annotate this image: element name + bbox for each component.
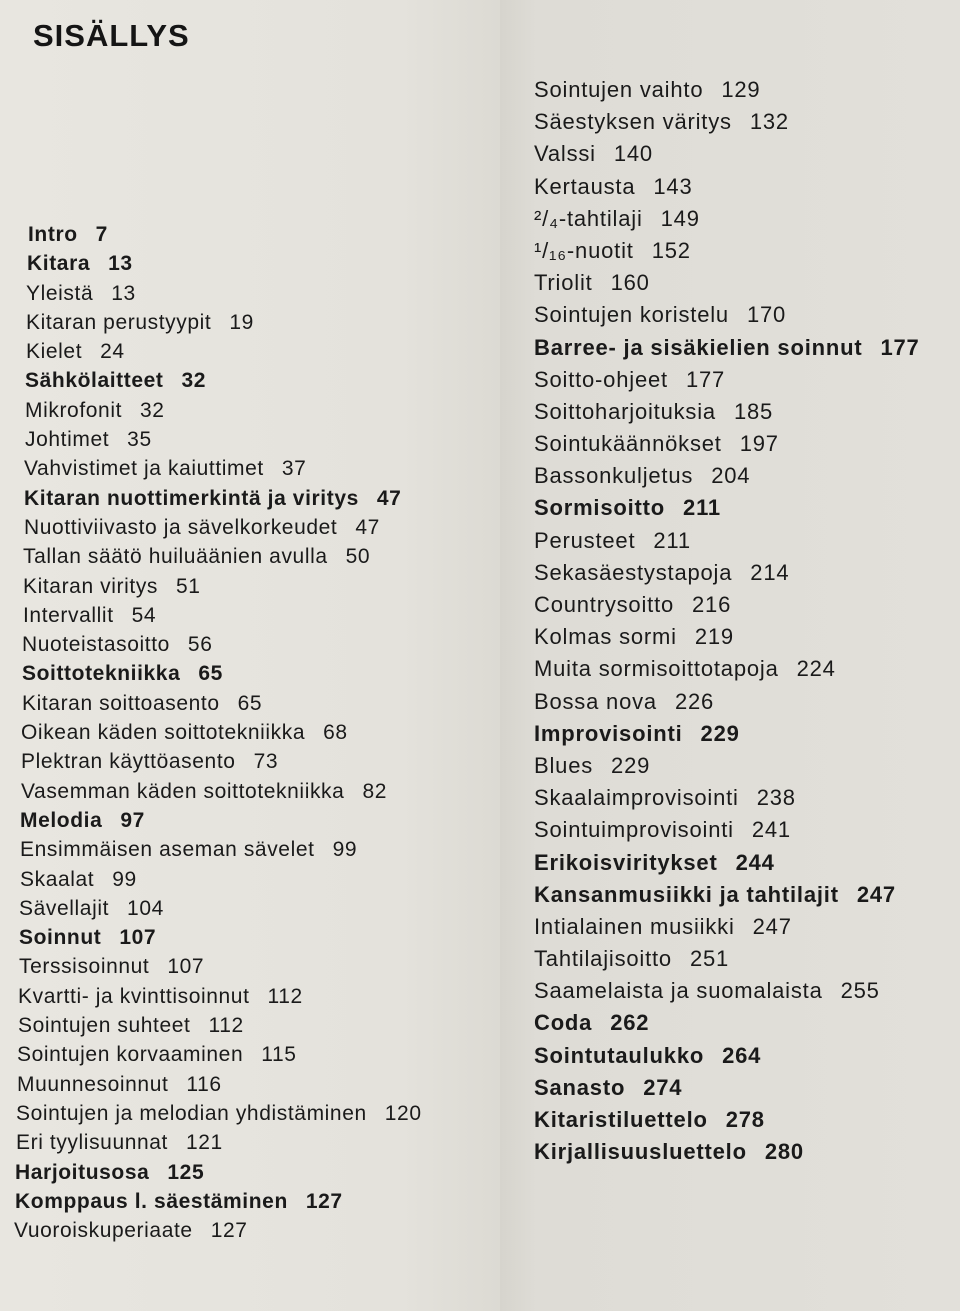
toc-entry-title: Muita sormisoittotapoja <box>534 656 779 682</box>
toc-entry-title: Sävellajit <box>19 896 110 920</box>
toc-section <box>534 428 920 460</box>
toc-page-number: 229 <box>700 720 740 746</box>
toc-section <box>14 982 422 1011</box>
toc-entry-title: Nuottiviivasto ja sävelkorkeudet <box>24 515 338 539</box>
toc-entry-title: Ensimmäisen aseman sävelet <box>20 838 315 862</box>
toc-page-number: 241 <box>751 817 791 843</box>
toc-entry-title: Komppaus l. säestäminen <box>15 1189 288 1213</box>
toc-page-number: 127 <box>305 1189 343 1213</box>
toc-entry-title: Kitara <box>27 252 91 276</box>
toc-page-number: 127 <box>210 1219 248 1243</box>
toc-entry-title: Intialainen musiikki <box>534 913 735 939</box>
toc-page-number: 68 <box>323 721 348 745</box>
toc-entry-title: Blues <box>534 752 594 778</box>
toc-entry-title: Kolmas sormi <box>534 624 677 650</box>
toc-page-number: 280 <box>764 1139 804 1165</box>
toc-page-number: 129 <box>721 77 761 102</box>
toc-page-number: 112 <box>267 984 303 1008</box>
toc-page-number: 47 <box>355 515 380 539</box>
toc-page-number: 125 <box>167 1160 205 1184</box>
toc-page-number: 244 <box>735 849 775 875</box>
toc-section <box>14 630 422 659</box>
toc-page-number: 132 <box>749 109 789 135</box>
toc-page-number: 99 <box>112 867 137 891</box>
toc-section <box>14 337 422 366</box>
toc-entry-title: Kitaran viritys <box>23 574 159 598</box>
toc-page-number: 278 <box>725 1107 765 1132</box>
toc-entry-title: Kertausta <box>534 173 636 199</box>
toc-page-number: 107 <box>119 926 157 950</box>
toc-page-number: 104 <box>127 896 164 920</box>
toc-page-number: 65 <box>237 691 263 715</box>
toc-page-number: 97 <box>120 808 145 832</box>
toc-entry-title: Coda <box>534 1010 593 1036</box>
toc-section <box>14 1099 422 1128</box>
toc-entry-title: Tallan säätö huiluäänien avulla <box>23 545 328 569</box>
toc-section <box>14 689 422 718</box>
toc-page-number: 107 <box>167 955 205 979</box>
toc-chapter <box>14 923 422 952</box>
toc-section <box>14 865 422 894</box>
toc-section <box>534 171 920 203</box>
toc-entry-title: Vuoroiskuperiaate <box>14 1219 193 1243</box>
toc-page-number: 149 <box>660 205 700 231</box>
toc-entry-title: Countrysoitto <box>534 592 675 617</box>
toc-section <box>534 203 920 235</box>
toc-entry-title: Sekasäestystapoja <box>534 559 733 585</box>
toc-chapter <box>534 1007 920 1039</box>
toc-entry-title: Säestyksen väritys <box>534 109 732 135</box>
toc-entry-title: Plektran käyttöasento <box>21 750 236 774</box>
toc-chapter <box>534 1040 920 1072</box>
toc-entry-title: Sointuimprovisointi <box>534 817 734 843</box>
toc-page-number: 143 <box>653 173 693 199</box>
toc-entry-title: Soittotekniikka <box>22 662 181 686</box>
toc-page-number: 51 <box>176 574 201 598</box>
toc-chapter <box>534 847 920 879</box>
toc-section <box>14 396 422 425</box>
toc-chapter <box>534 718 920 750</box>
toc-section <box>534 782 920 814</box>
toc-page-number: 112 <box>208 1014 244 1038</box>
toc-entry-title: Sointujen korvaaminen <box>17 1043 244 1067</box>
toc-page-number: 24 <box>100 340 125 364</box>
toc-entry-title: Kielet <box>26 340 83 364</box>
toc-entry-title: Kansanmusiikki ja tahtilajit <box>534 881 839 907</box>
toc-entry-title: Kitaristiluettelo <box>534 1107 708 1132</box>
toc-section <box>534 396 920 428</box>
toc-entry-title: Eri tyylisuunnat <box>16 1131 168 1155</box>
toc-entry-title: Kitaran perustyypit <box>26 310 212 334</box>
toc-chapter <box>534 879 920 911</box>
toc-section <box>14 1216 422 1245</box>
toc-section <box>534 975 920 1007</box>
toc-page-number: 247 <box>856 881 896 907</box>
toc-chapter <box>14 806 422 835</box>
toc-section <box>14 747 422 776</box>
toc-page-number: 224 <box>796 656 836 682</box>
toc-page-number: 211 <box>683 495 721 521</box>
toc-section <box>534 267 920 299</box>
page-title: SISÄLLYS <box>33 18 190 53</box>
toc-section <box>14 952 422 981</box>
toc-entry-title: Kvartti- ja kvinttisoinnut <box>18 984 250 1008</box>
toc-page-number: 115 <box>261 1043 297 1067</box>
toc-section <box>14 601 422 630</box>
toc-section <box>14 308 422 337</box>
toc-chapter <box>534 1136 920 1168</box>
toc-section <box>534 814 920 846</box>
toc-entry-title: Johtimet <box>25 428 110 452</box>
toc-entry-title: Soinnut <box>19 926 102 950</box>
toc-entry-title: Skaalaimprovisointi <box>534 785 739 811</box>
toc-page-number: 99 <box>332 838 358 862</box>
toc-entry-title: Sointujen ja melodian yhdistäminen <box>16 1101 367 1125</box>
toc-entry-title: Vasemman käden soittotekniikka <box>21 779 345 803</box>
toc-chapter <box>14 249 422 278</box>
toc-section <box>534 653 920 685</box>
toc-entry-title: Intervallit <box>23 603 114 627</box>
toc-section <box>534 750 920 782</box>
toc-section <box>534 911 920 943</box>
toc-entry-title: Sointujen koristelu <box>534 302 729 328</box>
toc-chapter <box>534 1104 920 1136</box>
toc-page-number: 197 <box>739 431 779 457</box>
toc-entry-title: Perusteet <box>534 527 636 553</box>
toc-page-number: 177 <box>685 366 726 392</box>
toc-page-number: 50 <box>345 545 371 569</box>
toc-section <box>14 1128 422 1157</box>
toc-entry-title: Oikean käden soittotekniikka <box>21 721 306 745</box>
toc-chapter <box>14 366 422 395</box>
toc-entry-title: Kitaran nuottimerkintä ja viritys <box>24 486 359 510</box>
toc-chapter <box>534 332 920 364</box>
toc-entry-title: Sormisoitto <box>534 495 666 521</box>
toc-page-number: 140 <box>613 141 653 167</box>
toc-page-number: 152 <box>651 237 691 263</box>
toc-page-number: 170 <box>746 302 787 328</box>
toc-entry-title: Soittoharjoituksia <box>534 398 716 424</box>
toc-section <box>14 279 422 308</box>
toc-entry-title: Valssi <box>534 141 596 167</box>
toc-section <box>534 364 920 396</box>
toc-entry-title: Yleistä <box>26 281 94 305</box>
toc-section <box>14 894 422 923</box>
toc-chapter <box>14 1187 422 1216</box>
toc-left-column <box>14 220 422 1245</box>
toc-page-number: 32 <box>181 369 207 393</box>
toc-section <box>14 454 422 483</box>
toc-page-number: 185 <box>733 398 774 424</box>
toc-chapter <box>14 220 422 249</box>
toc-entry-title: Saamelaista ja suomalaista <box>534 978 823 1004</box>
toc-entry-title: Nuoteistasoitto <box>22 633 170 657</box>
toc-section <box>14 542 422 571</box>
toc-page-number: 19 <box>229 310 254 334</box>
toc-page-number: 262 <box>610 1010 650 1036</box>
toc-section <box>534 106 920 138</box>
toc-section <box>14 425 422 454</box>
toc-section <box>14 1011 422 1040</box>
toc-section <box>534 686 920 718</box>
toc-page-number: 35 <box>127 428 152 452</box>
toc-section <box>534 621 920 653</box>
toc-chapter <box>534 492 920 524</box>
toc-chapter <box>14 659 422 688</box>
toc-page-number: 56 <box>187 633 213 657</box>
toc-entry-title: Kitaran soittoasento <box>22 691 220 715</box>
toc-entry-title: Bossa nova <box>534 688 657 714</box>
toc-page-number: 73 <box>253 750 279 774</box>
toc-entry-title: Mikrofonit <box>25 398 123 422</box>
toc-entry-title: Terssisoinnut <box>19 955 150 979</box>
toc-entry-title: Soitto-ohjeet <box>534 366 668 392</box>
toc-page-number: 219 <box>694 624 734 650</box>
toc-entry-title: Vahvistimet ja kaiuttimet <box>24 457 264 481</box>
toc-section <box>14 718 422 747</box>
toc-entry-title: Sointukäännökset <box>534 431 722 457</box>
toc-section <box>14 835 422 864</box>
toc-section <box>534 235 920 267</box>
toc-entry-title: Barree- ja sisäkielien soinnut <box>534 334 863 360</box>
toc-entry-title: Skaalat <box>20 867 95 891</box>
toc-page-number: 216 <box>692 592 732 617</box>
toc-chapter <box>14 484 422 513</box>
toc-entry-title: Bassonkuljetus <box>534 463 694 489</box>
toc-page-number: 274 <box>643 1074 683 1100</box>
toc-section <box>534 138 920 170</box>
toc-page-number: 247 <box>752 913 792 939</box>
toc-page-number: 13 <box>108 252 133 276</box>
toc-entry-title: Kirjallisuusluettelo <box>534 1139 747 1165</box>
toc-section <box>14 777 422 806</box>
toc-entry-title: ¹/₁₆-nuotit <box>534 237 634 263</box>
toc-page-number: 47 <box>376 486 402 510</box>
toc-section <box>534 460 920 492</box>
toc-page-number: 13 <box>111 281 136 305</box>
toc-entry-title: ²/₄-tahtilaji <box>534 205 643 231</box>
toc-section <box>534 74 920 106</box>
toc-page-number: 32 <box>140 398 165 422</box>
toc-chapter <box>534 1072 920 1104</box>
toc-page-number: 238 <box>756 785 796 811</box>
toc-page-number: 204 <box>711 463 751 489</box>
toc-entry-title: Sointujen vaihto <box>534 77 704 102</box>
toc-page-number: 211 <box>653 527 691 553</box>
toc-page-number: 54 <box>131 603 157 627</box>
toc-entry-title: Sanasto <box>534 1074 626 1100</box>
toc-section <box>534 299 920 331</box>
toc-page-number: 214 <box>750 559 790 585</box>
toc-section <box>534 589 920 621</box>
toc-page-number: 7 <box>95 223 108 246</box>
toc-chapter <box>14 1158 422 1187</box>
toc-entry-title: Sointujen suhteet <box>18 1014 191 1038</box>
toc-entry-title: Sointutaulukko <box>534 1042 705 1068</box>
toc-entry-title: Erikoisviritykset <box>534 849 718 875</box>
toc-section <box>534 525 920 557</box>
toc-entry-title: Muunnesoinnut <box>17 1072 169 1096</box>
toc-page-number: 255 <box>840 978 880 1004</box>
toc-section <box>534 943 920 975</box>
toc-right-column <box>534 74 920 1168</box>
toc-section <box>14 1070 422 1099</box>
toc-page-number: 116 <box>186 1072 222 1096</box>
toc-page-number: 177 <box>880 334 920 360</box>
toc-page-number: 251 <box>689 946 730 972</box>
toc-entry-title: Harjoitusosa <box>15 1160 150 1184</box>
toc-page-number: 65 <box>198 662 223 686</box>
toc-entry-title: Intro <box>28 223 78 246</box>
toc-page-number: 229 <box>611 752 651 778</box>
toc-page-number: 226 <box>674 688 715 714</box>
toc-page-number: 120 <box>384 1101 422 1125</box>
toc-page-number: 264 <box>722 1042 762 1068</box>
toc-entry-title: Melodia <box>20 808 103 832</box>
toc-entry-title: Tahtilajisoitto <box>534 946 672 972</box>
toc-page-number: 37 <box>281 457 307 481</box>
toc-entry-title: Triolit <box>534 270 593 296</box>
toc-section <box>14 572 422 601</box>
toc-section <box>14 513 422 542</box>
toc-section <box>534 557 920 589</box>
toc-entry-title: Sähkölaitteet <box>25 369 164 393</box>
toc-page-number: 121 <box>186 1131 223 1155</box>
toc-section <box>14 1040 422 1069</box>
toc-page-number: 82 <box>362 779 387 803</box>
toc-entry-title: Improvisointi <box>534 720 683 746</box>
toc-page-number: 160 <box>610 270 650 296</box>
